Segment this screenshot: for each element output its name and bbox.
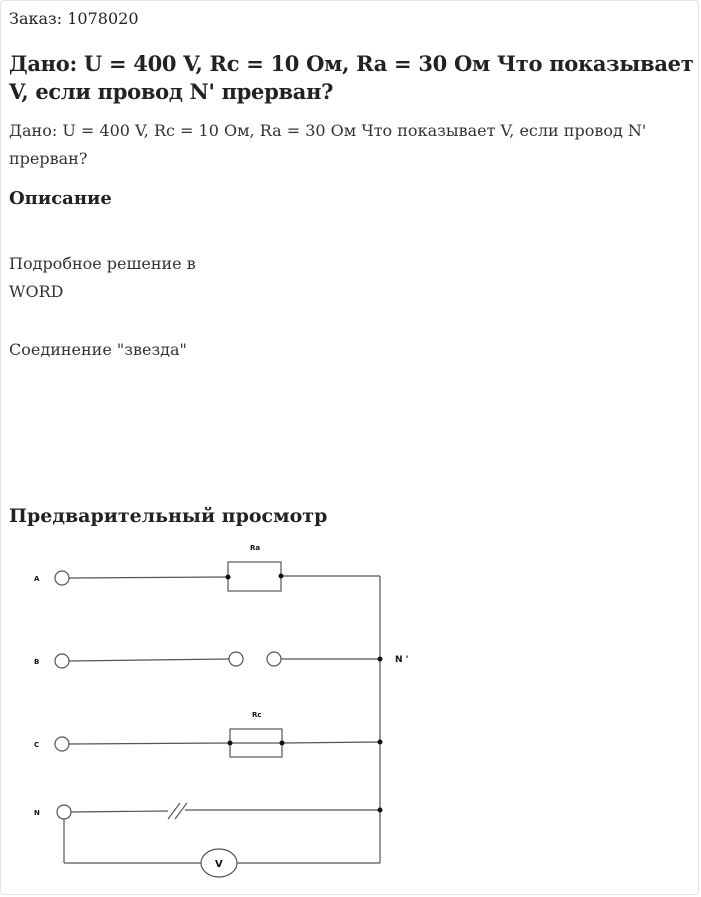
resistor-ra: [228, 562, 281, 591]
wire-c: [69, 743, 230, 744]
question-text: Дано: U = 400 V, Rc = 10 Ом, Ra = 30 Ом Что показывает V, если провод N' прерван?: [9, 121, 647, 168]
label-voltmeter: V: [215, 859, 223, 870]
terminal-c: [55, 737, 69, 751]
wire-b: [69, 659, 229, 661]
open-contact-right: [267, 652, 281, 666]
wire-a: [69, 577, 228, 578]
description-line-1: Подробное решение в: [9, 254, 196, 273]
terminal-a: [55, 571, 69, 585]
label-rc: Rc: [252, 711, 262, 719]
label-n: N: [34, 809, 40, 817]
description-line-3: Соединение "звезда": [9, 340, 187, 359]
break-mark-2: [175, 803, 187, 819]
label-b: B: [34, 658, 40, 666]
break-mark-1: [168, 803, 180, 819]
description-line-2: WORD: [9, 282, 64, 301]
order-number: Заказ: 1078020: [9, 9, 139, 28]
circuit-diagram: [0, 535, 701, 880]
page-title: Дано: U = 400 V, Rc = 10 Ом, Ra = 30 Ом Что показывает V, если провод N' прерван?: [9, 51, 694, 104]
wire-n-left: [71, 811, 168, 812]
terminal-b: [55, 654, 69, 668]
label-a: A: [34, 575, 40, 583]
description-heading: Описание: [9, 188, 112, 209]
label-ra: Ra: [250, 544, 261, 552]
preview-heading: Предварительный просмотр: [9, 505, 328, 527]
label-c: C: [34, 741, 40, 749]
terminal-n: [57, 805, 71, 819]
open-contact-left: [229, 652, 243, 666]
label-n-prime: N ': [395, 655, 409, 665]
wire-c-out: [282, 742, 380, 743]
